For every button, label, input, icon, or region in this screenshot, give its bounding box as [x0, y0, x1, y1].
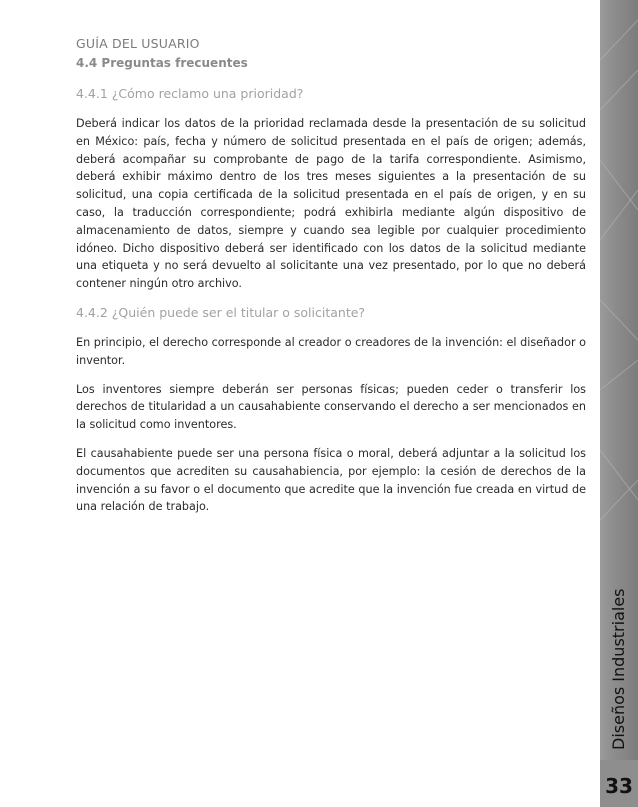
side-band: [600, 0, 638, 807]
question-2-answer-paragraph-2: Los inventores siempre deberán ser personas físicas; pueden ceder o transferir los derechos de titularidad a un causahabiente conservando el derecho a ser mencionados en la solicitud como inventores.: [76, 382, 586, 432]
question-1-answer: Deberá indicar los datos de la prioridad reclamada desde la presentación de su solicitud en México: país, fecha y número de solicitud presentada en el país de origen; además, deberá acompañar su comprobante de pago de la tarifa correspondiente. Asimismo, deberá exhibir máximo dentro de los tres meses siguientes a la presentación de su solicitud, una copia certificada de la solicitud presentada en el país de origen, y en su caso, la traducción correspondiente; podrá exhibirla mediante algún dispositivo de almacenamiento de datos, siempre y cuando sea legible por cualquier procedimiento idóneo. Dicho dispositivo deberá ser identificado con los datos de la solicitud mediante una etiqueta y no será devuelto al solicitante una vez presentado, por lo que no deberá contener ningún otro archivo.: [76, 117, 586, 291]
guide-title: GUÍA DEL USUARIO: [76, 36, 200, 51]
page-content: [76, 34, 586, 527]
section-title: 4.4 Preguntas frecuentes: [76, 56, 248, 70]
question-2-answer-paragraph-3: El causahabiente puede ser una persona física o moral, deberá adjuntar a la solicitud los documentos que acrediten su causahabiencia, por ejemplo: la cesión de derechos de la invención a su favor o el documento que acredite que la invención fue creada en virtud de una relación de trabajo.: [76, 446, 586, 514]
question-2-title: 4.4.2 ¿Quién puede ser el titular o solicitante?: [76, 304, 366, 320]
question-1-title: 4.4.1 ¿Cómo reclamo una prioridad?: [76, 86, 304, 101]
page-number: 33: [605, 774, 633, 798]
question-2-answer-paragraph-1: En principio, el derecho corresponde al creador o creadores de la invención: el diseñador o inventor.: [76, 335, 586, 367]
sidebar-section-label: Diseños Industriales: [609, 588, 628, 750]
